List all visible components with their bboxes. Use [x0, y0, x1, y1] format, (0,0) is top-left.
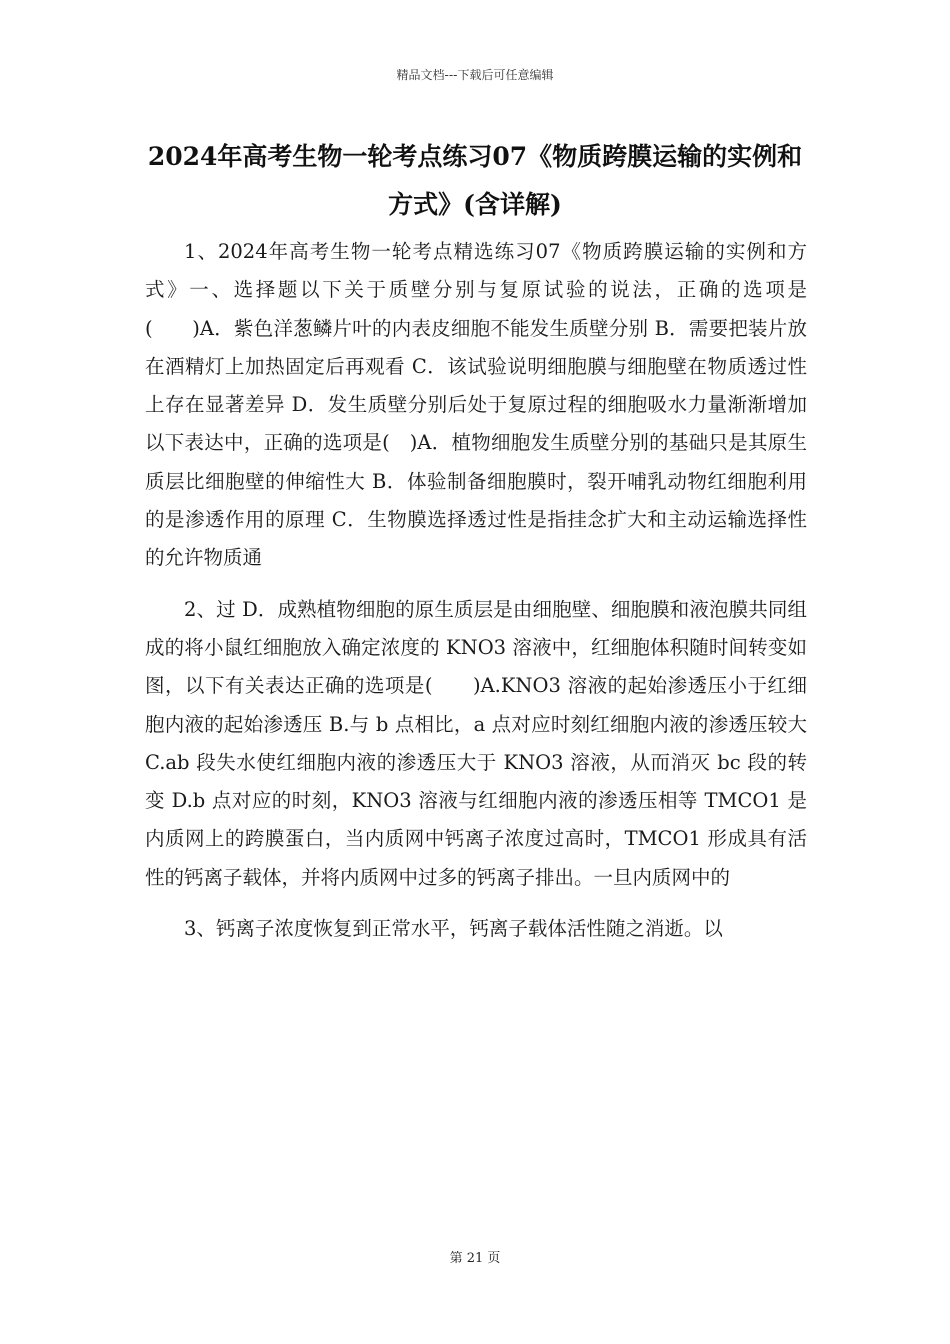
- page-number: 第 21 页: [449, 1251, 501, 1266]
- paragraph-3: 3、钙离子浓度恢复到正常水平，钙离子载体活性随之消逝。以: [184, 917, 723, 941]
- paragraph-1: 1、2024年高考生物一轮考点精选练习07《物质跨膜运输的实例和方式》一、选择题以下关于质壁分别与复原试验的说法，正确的选项是( )A．紫色洋葱鳞片叶的内表皮细胞不能发生质壁分别 B．需要把装片放在酒精灯上加热固定后再观看 C．该试验说明细胞膜与细胞壁在物质透过性上存在显著差异 D．发生质壁分别后处于复原过程的细胞吸水力量渐渐增加以下表达中，正确的选项是( )A．植物细胞发生质壁分别的基础只是其原生质层比细胞壁的伸缩性大 B．体验制备细胞膜时，裂开哺乳动物红细胞利用的是渗透作用的原理 C．生物膜选择透过性是指挂念扩大和主动运输选择性的允许物质通: [145, 240, 807, 570]
- paragraph-2: 2、过 D．成熟植物细胞的原生质层是由细胞壁、细胞膜和液泡膜共同组成的将小鼠红细胞放入确定浓度的 KNO3 溶液中，红细胞体积随时间转变如图，以下有关表达正确的选项是( )A.KNO3 溶液的起始渗透压小于红细胞内液的起始渗透压 B.与 b 点相比，a 点对应时刻红细胞内液的渗透压较大 C.ab 段失水使红细胞内液的渗透压大于 KNO3 溶液，从而消灭 bc 段的转变 D.b 点对应的时刻，KNO3 溶液与红细胞内液的渗透压相等 TMCO1 是内质网上的跨膜蛋白，当内质网中钙离子浓度过高时，TMCO1 形成具有活性的钙离子载体，并将内质网中过多的钙离子排出。一旦内质网中的: [145, 597, 807, 889]
- document-body: [145, 233, 807, 961]
- document-title: 2024年高考生物一轮考点练习07《物质跨膜运输的实例和方式》(含详解): [147, 142, 803, 219]
- page-header: 精品文档---下载后可任意编辑: [396, 68, 554, 82]
